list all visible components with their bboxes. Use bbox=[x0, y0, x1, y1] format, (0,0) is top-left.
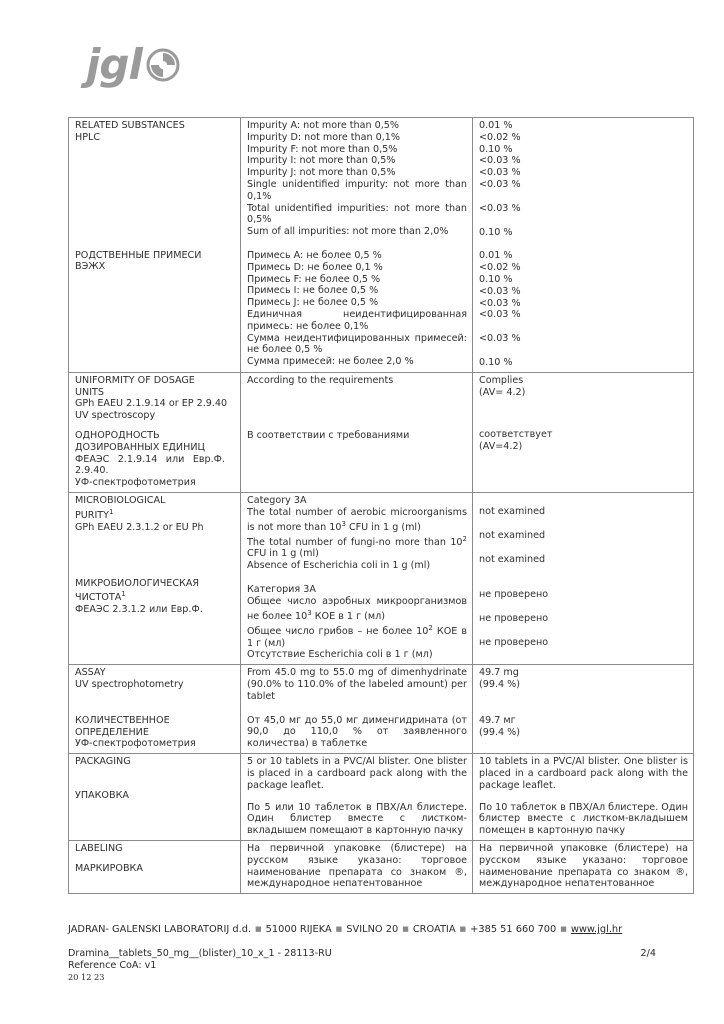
test-title-ru: ДОЗИРОВАННЫХ ЕДИНИЦ bbox=[75, 441, 205, 453]
result-cell bbox=[473, 492, 694, 664]
specification-cell bbox=[241, 841, 473, 894]
ecoli-limit-ru: Отсутствие Escherichia coli в 1 г (мл) bbox=[247, 649, 433, 661]
list-item: Сумма примесей: не более 2,0 % bbox=[247, 356, 414, 368]
footnote-mark: 1 bbox=[121, 590, 126, 599]
fungi-unit-ru: КОЕ в 1 г (мл) bbox=[247, 625, 467, 649]
test-title: PACKAGING bbox=[75, 756, 131, 768]
list-item: Total unidentified impurities: not more than 0,5% bbox=[247, 202, 467, 226]
test-title-ru: ОПРЕДЕЛЕНИЕ bbox=[75, 726, 149, 738]
result-value-ru: не проверено bbox=[479, 636, 549, 648]
test-name-cell bbox=[69, 372, 241, 492]
specification-cell bbox=[241, 492, 473, 664]
result-value: <0.03 % bbox=[479, 202, 521, 214]
test-title: MICROBIOLOGICAL bbox=[75, 494, 166, 506]
test-method: GPh EAEU 2.3.1.2 or EU Ph bbox=[75, 521, 204, 533]
specification-text-ru: На первичной упаковке (блистере) на русском языке указано: торговое наименование препарата со знаком ®, международное непатентованное bbox=[247, 843, 467, 890]
table-row-microbiological-purity bbox=[69, 492, 694, 664]
fungi-unit: CFU in 1 g (ml) bbox=[247, 548, 319, 560]
fungi-limit: The total number of fungi-no more than 10 bbox=[247, 536, 463, 548]
result-value: (AV= 4.2) bbox=[479, 386, 526, 398]
result-value: 0.10 % bbox=[479, 273, 513, 285]
document-info bbox=[68, 948, 332, 971]
specification-text: According to the requirements bbox=[247, 374, 394, 386]
separator-icon: ■ bbox=[255, 925, 262, 933]
test-method-ru: УФ-спектрофотометрия bbox=[75, 477, 196, 489]
list-item: Impurity F: not more than 0,5% bbox=[247, 143, 398, 155]
list-item: Impurity I: not more than 0,5% bbox=[247, 155, 396, 167]
result-value: <0.03 % bbox=[479, 309, 521, 321]
test-method: UV spectroscopy bbox=[75, 410, 156, 422]
company-logo bbox=[86, 40, 180, 89]
specification-text-ru: По 5 или 10 таблеток в ПВХ/Ал блистере. Один блистер вместе с листком-вкладышем помещают в картонную пачку bbox=[247, 801, 467, 837]
result-cell bbox=[473, 754, 694, 841]
test-name-cell bbox=[69, 492, 241, 664]
test-title: RELATED SUBSTANCES bbox=[75, 120, 185, 131]
result-value: (99.4 %) bbox=[479, 679, 521, 691]
test-name-cell bbox=[69, 118, 241, 373]
table-row-assay bbox=[69, 665, 694, 754]
result-value: <0.03 % bbox=[479, 167, 521, 179]
test-name-cell bbox=[69, 841, 241, 894]
list-item: Единичная неидентифицированная примесь: не более 0,1% bbox=[247, 308, 467, 332]
specification-text: 5 or 10 tablets in a PVC/Al blister. One blister is placed in a cardboard pack along with the package leaflet. bbox=[247, 756, 467, 791]
list-item: Примесь D: не более 0,1 % bbox=[247, 261, 383, 273]
separator-icon: ■ bbox=[402, 925, 409, 933]
result-value: 0.01 % bbox=[479, 250, 513, 262]
test-title: PURITY bbox=[75, 509, 110, 521]
aerobic-unit: CFU in 1 g (ml) bbox=[345, 521, 421, 533]
test-method-ru: УФ-спектрофотометрия bbox=[75, 738, 196, 750]
aerobic-unit-ru: КОЕ в 1 г (мл) bbox=[311, 610, 386, 622]
page-number: 2/4 bbox=[640, 948, 656, 959]
result-text: 10 tablets in a PVC/Al blister. One blister is placed in a cardboard pack along with the package leaflet. bbox=[479, 756, 688, 791]
category-label-ru: Категория 3А bbox=[247, 584, 316, 596]
test-method: HPLC bbox=[75, 131, 101, 143]
result-value: not examined bbox=[479, 529, 546, 541]
test-name-cell bbox=[69, 665, 241, 754]
test-method: UV spectrophotometry bbox=[75, 679, 184, 691]
category-label: Category 3A bbox=[247, 494, 307, 506]
list-item: Sum of all impurities: not more than 2,0% bbox=[247, 226, 449, 238]
result-value-ru: не проверено bbox=[479, 589, 549, 601]
specification-cell bbox=[241, 665, 473, 754]
specification-text-ru: От 45,0 мг до 55,0 мг дименгидрината (от 90,0 до 110,0 % от заявленного количества) в таблетке bbox=[247, 714, 467, 750]
test-title-ru: КОЛИЧЕСТВЕННОЕ bbox=[75, 714, 170, 726]
result-value: 0.10 % bbox=[479, 143, 513, 155]
fungi-limit-ru: Общее число грибов – не более 10 bbox=[247, 625, 429, 637]
footnote-mark: 1 bbox=[109, 507, 114, 516]
print-date: 20 12 23 bbox=[68, 972, 105, 982]
separator-icon: ■ bbox=[560, 925, 567, 933]
list-item: Impurity J: not more than 0,5% bbox=[247, 167, 396, 179]
result-cell bbox=[473, 841, 694, 894]
test-method: GPh EAEU 2.1.9.14 or EP 2.9.40 bbox=[75, 398, 228, 410]
result-value: <0.03 % bbox=[479, 178, 521, 190]
result-value: 49.7 mg bbox=[479, 667, 519, 679]
result-value: <0.02 % bbox=[479, 262, 521, 274]
result-value: <0.03 % bbox=[479, 333, 521, 345]
document-name: Dramina__tablets_50_mg__(blister)_10_x_1 - 28113-RU bbox=[68, 948, 332, 959]
test-method-ru: ВЭЖХ bbox=[75, 261, 106, 273]
exponent: 2 bbox=[462, 534, 467, 543]
test-title-ru: УПАКОВКА bbox=[75, 790, 129, 802]
result-value: 0.10 % bbox=[479, 226, 513, 238]
list-item: Примесь F: не более 0,5 % bbox=[247, 273, 381, 285]
result-text-ru: По 10 таблеток в ПВХ/Ал блистере. Один блистер вместе с листком-вкладышем помещен в картонную пачку bbox=[479, 801, 688, 837]
list-item: Impurity A: not more than 0,5% bbox=[247, 120, 400, 131]
test-title-ru: ЧИСТОТА bbox=[75, 592, 122, 604]
aerobic-limit-ru: Общее число аэробных микроорганизмов не более 10 bbox=[247, 595, 467, 622]
logo-swirl-icon bbox=[146, 48, 180, 82]
test-title-ru: РОДСТВЕННЫЕ ПРИМЕСИ bbox=[75, 249, 202, 261]
result-cell bbox=[473, 665, 694, 754]
exponent: 2 bbox=[428, 623, 433, 632]
result-cell bbox=[473, 372, 694, 492]
list-item: Impurity D: not more than 0,1% bbox=[247, 131, 400, 143]
list-item: Примесь J: не более 0,5 % bbox=[247, 297, 379, 309]
test-title: LABELING bbox=[75, 843, 123, 854]
test-title: ASSAY bbox=[75, 667, 106, 679]
list-item: Примесь I: не более 0,5 % bbox=[247, 285, 379, 297]
test-name-cell bbox=[69, 754, 241, 841]
separator-icon: ■ bbox=[459, 925, 467, 933]
specification-table bbox=[68, 117, 694, 894]
test-title-ru: МАРКИРОВКА bbox=[75, 862, 143, 874]
table-row-uniformity bbox=[69, 372, 694, 492]
specification-cell bbox=[241, 372, 473, 492]
result-value-ru: (AV=4.2) bbox=[479, 441, 523, 453]
test-title-ru: ОДНОРОДНОСТЬ bbox=[75, 429, 160, 441]
test-title: UNITS bbox=[75, 386, 104, 398]
company-phone: +385 51 660 700 bbox=[470, 924, 557, 935]
result-value: not examined bbox=[479, 553, 546, 565]
company-address: 51000 RIJEKA bbox=[265, 924, 332, 935]
result-value-ru: не проверено bbox=[479, 613, 549, 625]
result-text-ru: На первичной упаковке (блистере) на русском языке указано: торговое наименование препарата со знаком ®, международное непатентованное bbox=[479, 843, 688, 890]
test-title-ru: МИКРОБИОЛОГИЧЕСКАЯ bbox=[75, 577, 200, 589]
test-title: UNIFORMITY OF DOSAGE bbox=[75, 374, 195, 386]
result-cell bbox=[473, 118, 694, 373]
aerobic-limit: The total number of aerobic microorganisms is not more than 10 bbox=[247, 506, 467, 533]
table-row-labeling bbox=[69, 841, 694, 894]
result-value: not examined bbox=[479, 505, 546, 517]
test-method-ru: ФЕАЭС 2.1.9.14 или Евр.Ф. 2.9.40. bbox=[75, 453, 225, 477]
specification-text-ru: В соответствии с требованиями bbox=[247, 429, 410, 441]
result-value: Complies bbox=[479, 374, 524, 386]
company-name: JADRAN- GALENSKI LABORATORIJ d.d. bbox=[68, 924, 252, 935]
result-value: <0.03 % bbox=[479, 297, 521, 309]
specification-cell bbox=[241, 754, 473, 841]
result-value: 0.01 % bbox=[479, 120, 513, 131]
table-row-packaging bbox=[69, 754, 694, 841]
company-website: www.jgl.hr bbox=[570, 924, 623, 935]
test-method-ru: ФЕАЭС 2.3.1.2 или Евр.Ф. bbox=[75, 604, 203, 616]
list-item: Примесь A: не более 0,5 % bbox=[247, 249, 382, 261]
reference-coa: Reference CoA: v1 bbox=[68, 959, 157, 971]
company-footer bbox=[68, 924, 693, 935]
company-street: SVILNO 20 bbox=[346, 924, 399, 935]
result-value: <0.03 % bbox=[479, 155, 521, 167]
result-value: <0.02 % bbox=[479, 131, 521, 143]
result-value: 0.10 % bbox=[479, 356, 513, 368]
result-value-ru: 49.7 мг bbox=[479, 714, 516, 726]
list-item: Single unidentified impurity: not more than 0,1% bbox=[247, 178, 467, 202]
ecoli-limit: Absence of Escherichia coli in 1 g (ml) bbox=[247, 560, 431, 572]
specification-cell bbox=[241, 118, 473, 373]
result-value-ru: (99.4 %) bbox=[479, 726, 521, 738]
result-value: <0.03 % bbox=[479, 285, 521, 297]
list-item: Сумма неидентифицированных примесей: не более 0,5 % bbox=[247, 332, 467, 356]
result-value-ru: соответствует bbox=[479, 429, 553, 441]
table-row-related-substances bbox=[69, 118, 694, 373]
company-country: CROATIA bbox=[412, 924, 456, 935]
exponent: 3 bbox=[307, 608, 312, 617]
logo-text: jgl bbox=[86, 40, 142, 89]
exponent: 3 bbox=[341, 519, 346, 528]
separator-icon: ■ bbox=[335, 925, 343, 933]
specification-text: From 45.0 mg to 55.0 mg of dimenhydrinate (90.0% to 110.0% of the labeled amount) per tablet bbox=[247, 667, 467, 702]
